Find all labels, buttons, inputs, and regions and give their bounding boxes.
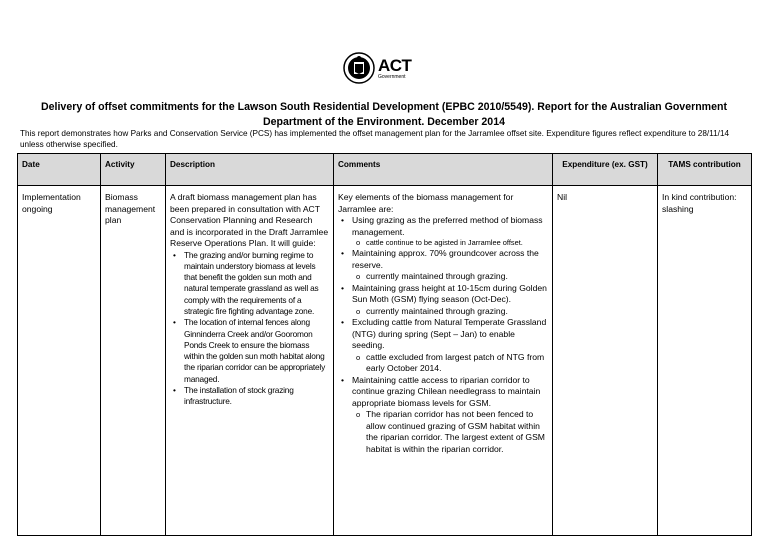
col-comments: Comments: [334, 154, 553, 186]
col-description: Description: [166, 154, 334, 186]
comments-intro: Key elements of the biomass management for Jarramlee are:: [338, 192, 514, 214]
cell-activity: Biomass management plan: [101, 186, 166, 536]
comments-list: [338, 215, 548, 455]
comment-text: Maintaining cattle access to riparian corridor to continue grazing Chilean needlegrass to maintain appropriate biomass levels for GSM.: [352, 374, 541, 408]
sub-list-item: o cattle continue to be agisted in Jarramlee offset.: [366, 238, 548, 248]
logo-subtext: Government: [378, 73, 406, 80]
list-item: • The location of internal fences along Ginninderra Creek and/or Gooromon Ponds Creek to ensure the biomass within the golden sun moth habitat along the riparian corridor can be appropriately managed.: [184, 317, 329, 385]
list-item: • The installation of stock grazing infrastructure.: [184, 385, 329, 408]
sub-list-item: o cattle excluded from largest patch of NTG from early October 2014.: [366, 352, 548, 375]
cell-date: Implementation ongoing: [18, 186, 101, 536]
cell-description: [166, 186, 334, 536]
cell-tams: In kind contribution: slashing: [658, 186, 752, 536]
comment-text: Maintaining grass height at 10-15cm during Golden Sun Moth (GSM) flying season (Oct-Dec).: [352, 282, 547, 304]
act-government-logo: [343, 50, 427, 86]
coat-of-arms-icon: [343, 52, 375, 84]
sub-list-item: o The riparian corridor has not been fenced to allow continued grazing of GSM habitat within the riparian corridor. The largest extent of GSM habitat is within the riparian corridor.: [366, 409, 548, 455]
sub-list-item: o currently maintained through grazing.: [366, 306, 548, 318]
sub-list-item: o currently maintained through grazing.: [366, 271, 548, 283]
col-date: Date: [18, 154, 101, 186]
cell-expenditure: Nil: [553, 186, 658, 536]
table-row: [18, 186, 752, 536]
comment-text: Maintaining approx. 70% groundcover across the reserve.: [352, 248, 539, 270]
report-title: Delivery of offset commitments for the Lawson South Residential Development (EPBC 2010/5549). Report for the Australian Government Department of the Environment. December 2014: [41, 101, 727, 128]
col-expenditure: Expenditure (ex. GST): [553, 154, 658, 186]
logo-text: ACT: [378, 55, 412, 75]
list-item: • The grazing and/or burning regime to maintain understory biomass at levels that benefit the golden sun moth and natural temperate grassland as well as comply with the requirements of a strategic fire fighting advantage zone.: [184, 250, 329, 318]
col-activity: Activity: [101, 154, 166, 186]
report-intro: This report demonstrates how Parks and Conservation Service (PCS) has implemented the offset management plan for the Jarramlee offset site. Expenditure figures reflect expenditure to 28/11/14 unless otherwise specified.: [20, 129, 730, 149]
list-item: [352, 375, 548, 456]
list-item: [352, 215, 548, 248]
table-header-row: [18, 154, 752, 186]
cell-comments: [334, 186, 553, 536]
description-list: [170, 250, 329, 408]
list-item: [352, 248, 548, 283]
list-item: [352, 283, 548, 318]
comment-text: Using grazing as the preferred method of biomass management.: [352, 215, 543, 237]
description-intro: A draft biomass management plan has been prepared in consultation with ACT Conservation Planning and Research and is incorporated in the Draft Jarramlee Reserve Operations Plan. It will guide:: [170, 192, 329, 248]
list-item: [352, 317, 548, 375]
offset-table: [17, 153, 752, 536]
logo-text-block: [378, 57, 411, 80]
comment-text: Excluding cattle from Natural Temperate Grassland (NTG) during spring (Sept – Jan) to enable seeding.: [352, 317, 547, 350]
col-tams: TAMS contribution: [658, 154, 752, 186]
